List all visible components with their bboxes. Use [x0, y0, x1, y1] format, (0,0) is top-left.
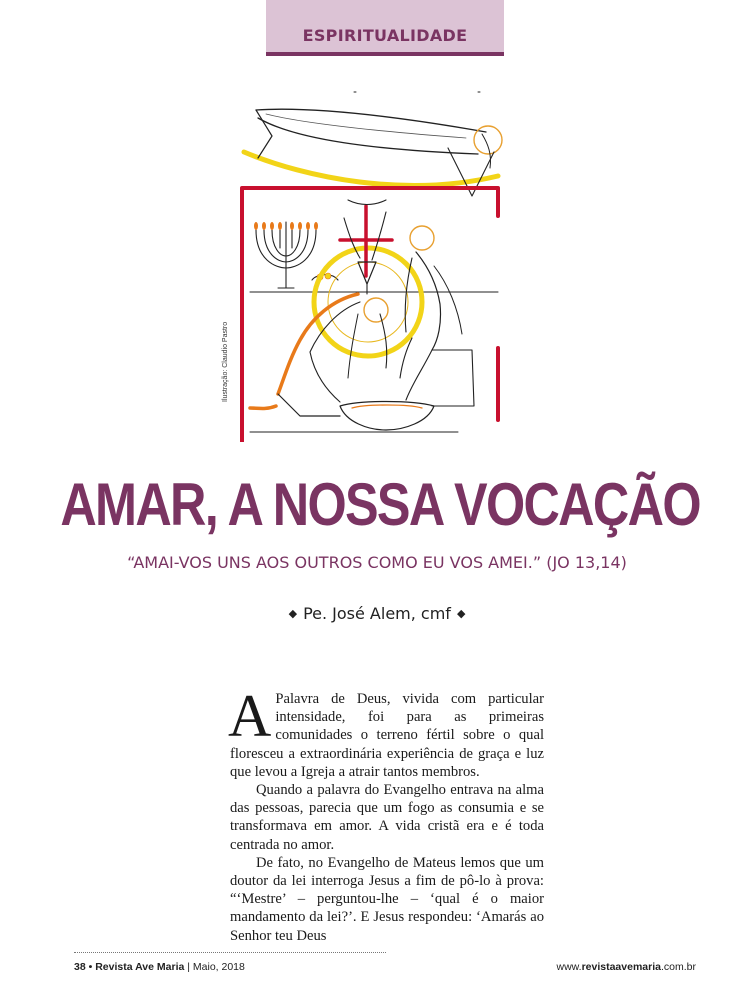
magazine-url[interactable] — [556, 961, 696, 973]
paragraph-1 — [228, 683, 544, 781]
footer-page-info — [74, 961, 245, 973]
page-number: 38 — [74, 961, 86, 973]
byline-diamond-left: ◆ — [288, 607, 298, 620]
section-label: ESPIRITUALIDADE — [302, 26, 468, 45]
author-byline — [0, 604, 754, 623]
magazine-name: Revista Ave Maria — [95, 961, 185, 973]
footer-divider — [74, 952, 386, 953]
drop-cap: A — [228, 683, 272, 749]
url-prefix: www. — [556, 961, 582, 973]
illustration-credit: Ilustração: Claudio Pastro — [222, 321, 229, 402]
article-subtitle: “AMAI-VOS UNS AOS OUTROS COMO EU VOS AMEI.” (JO 13,14) — [127, 553, 627, 572]
paragraph-3: De fato, no Evangelho de Mateus lemos que um doutor da lei interroga Jesus a fim de pô-lo à prova: “‘Mestre’ – perguntou-lhe – ‘qual é o maior mandamento da lei?’. E Jesus respondeu: ‘Amarás ao Senhor teu Deus — [230, 854, 544, 944]
url-domain: revistaavemaria — [581, 961, 661, 973]
section-tab — [266, 0, 504, 56]
byline-diamond-right: ◆ — [456, 607, 466, 620]
url-suffix: .com.br — [660, 961, 696, 973]
paragraph-2: Quando a palavra do Evangelho entrava na alma das pessoas, parecia que um fogo as consumia e se transformava em amor. A vida cristã era e é toda centrada no amor. — [230, 782, 544, 853]
issue-date: Maio, 2018 — [192, 961, 245, 973]
author-name: Pe. José Alem, cmf — [303, 604, 451, 623]
footer-bullet: • — [88, 961, 93, 973]
footer-separator: | — [187, 961, 190, 973]
article-title: AMAR, A NOSSA VOCAÇÃO — [60, 471, 700, 538]
foot-washing-illustration — [236, 88, 512, 442]
article-body — [228, 683, 544, 945]
paragraph-1-text: Palavra de Deus, vivida com particular intensidade, foi para as primeiras comunidades o terreno fértil sobre o qual floresceu a extraordinária experiência de graça e luz que levou a Igreja a atrair tantos membros. — [230, 691, 544, 780]
